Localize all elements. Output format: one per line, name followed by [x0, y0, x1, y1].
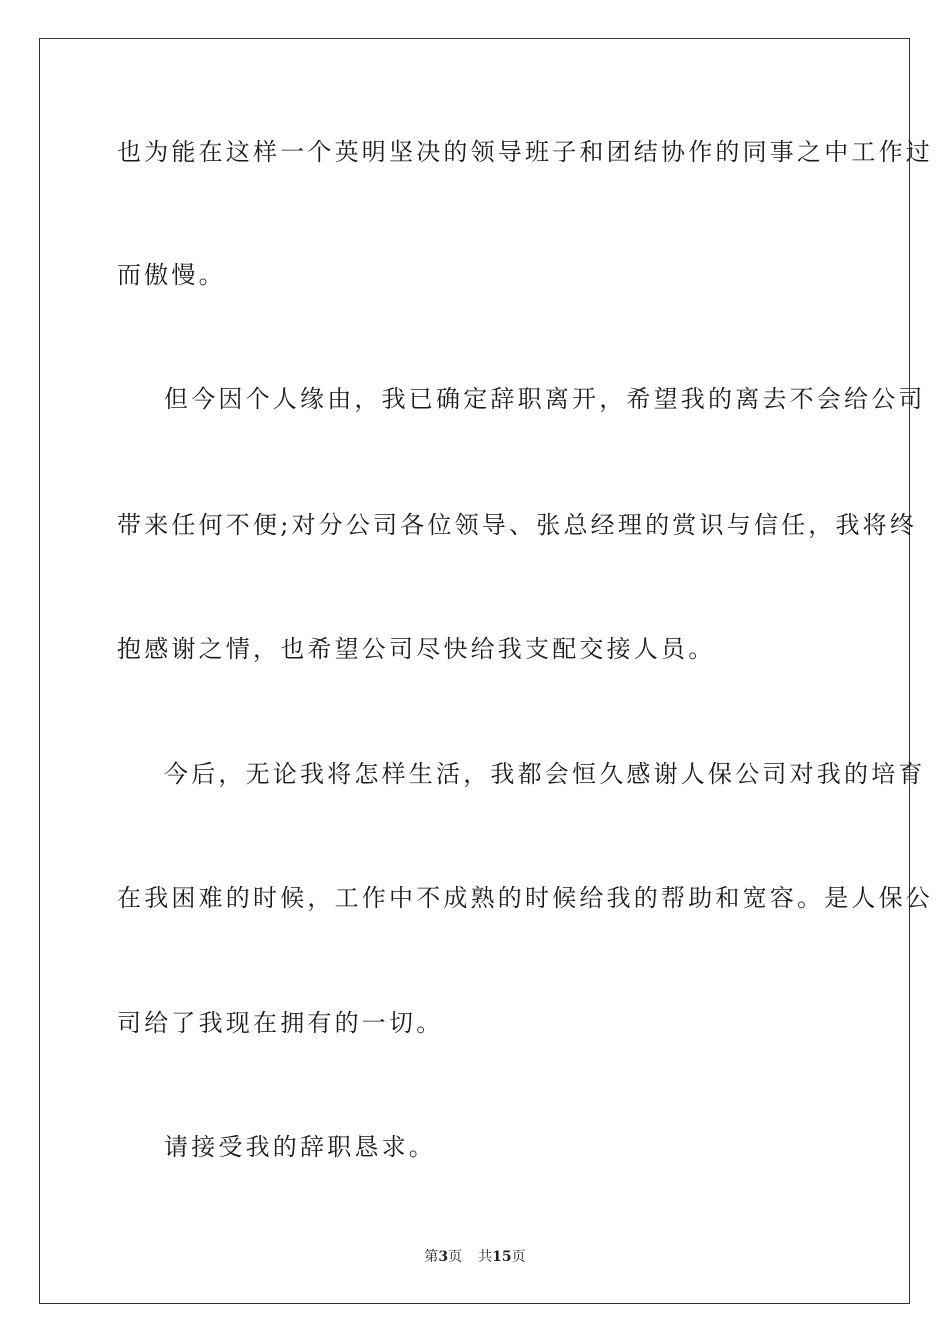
body-line-9: 请接受我的辞职恳求。 — [164, 1133, 436, 1161]
page-footer — [0, 1248, 950, 1266]
page-frame — [39, 38, 933, 1304]
body-line-8: 司给了我现在拥有的一切。 — [117, 1009, 444, 1037]
page-prefix: 第 — [424, 1249, 439, 1265]
body-line-1: 也为能在这样一个英明坚决的领导班子和团结协作的同事之中工作过 — [117, 138, 933, 166]
page-suffix: 页 — [448, 1249, 463, 1265]
body-line-4: 带来任何不便;对分公司各位领导、张总经理的赏识与信任，我将终 — [117, 511, 918, 539]
body-line-5: 抱感谢之情，也希望公司尽快给我支配交接人员。 — [117, 635, 716, 663]
body-line-2: 而傲慢。 — [117, 261, 226, 289]
page-number: 3 — [438, 1249, 449, 1265]
body-line-7: 在我困难的时候，工作中不成熟的时候给我的帮助和宽容。是人保公 — [117, 884, 933, 912]
total-pages: 15 — [492, 1249, 512, 1265]
total-prefix: 共 — [478, 1249, 493, 1265]
body-line-3: 但今因个人缘由，我已确定辞职离开，希望我的离去不会给公司 — [164, 385, 926, 413]
total-suffix: 页 — [511, 1249, 526, 1265]
body-line-6: 今后，无论我将怎样生活，我都会恒久感谢人保公司对我的培育 — [164, 760, 926, 788]
